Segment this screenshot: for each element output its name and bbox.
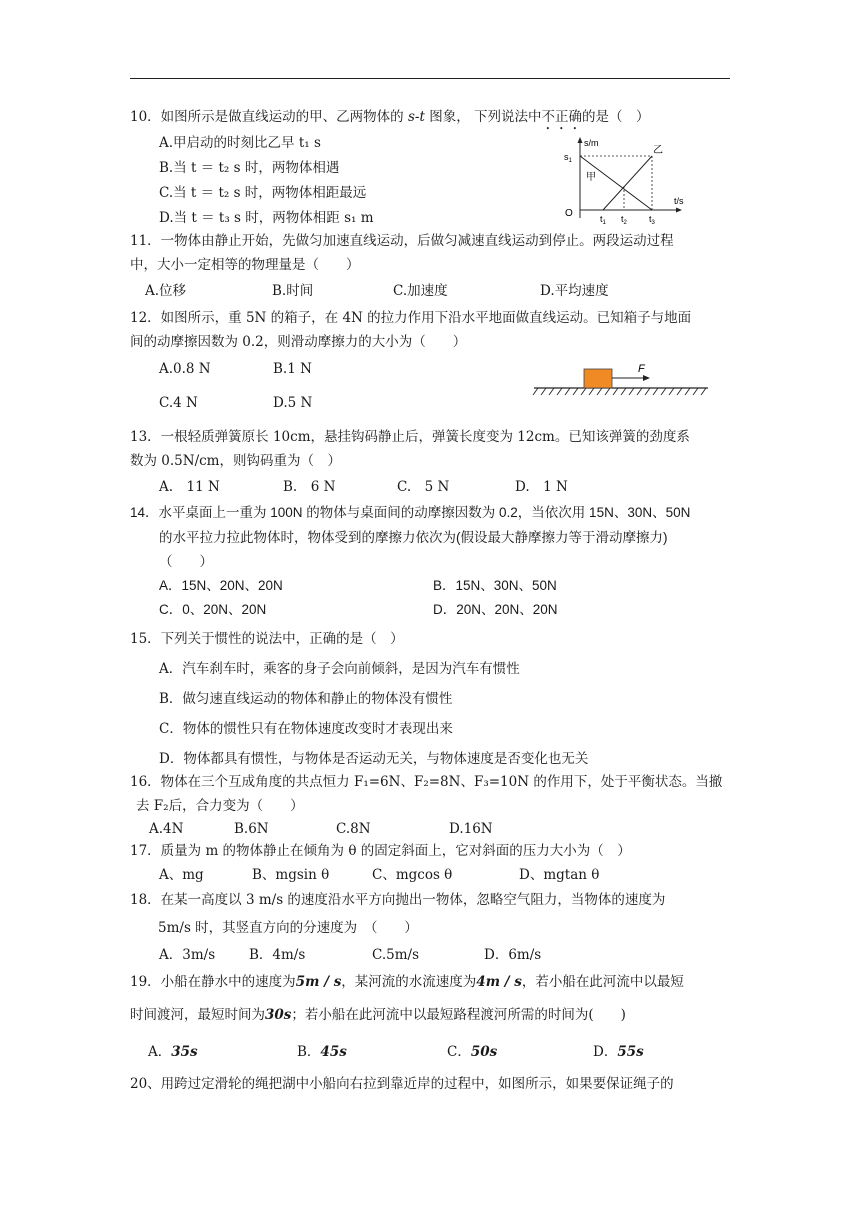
q11-option-c: C.加速度 xyxy=(393,283,448,299)
q10-stem-part: 图象， 下列说法中 xyxy=(424,109,542,125)
q18-option-a: A．3m/s xyxy=(159,947,216,963)
graph-x-arrow xyxy=(676,208,682,213)
q11-option-a: A.位移 xyxy=(145,283,187,299)
q13-option-b: B. 6 N xyxy=(283,479,336,495)
q19-text: 时间渡河，最短时间为 xyxy=(130,1007,265,1023)
q19-stem-line2 xyxy=(130,1006,626,1024)
q10-stem-emphasis: 不正确 xyxy=(541,109,582,125)
option-value: 50s xyxy=(470,1044,498,1060)
q10-option-c: C.当 t ＝ t₂ s 时，两物体相距最远 xyxy=(159,185,367,201)
q18-option-c: C.5m/s xyxy=(372,947,420,963)
q16-option-a: A.4N xyxy=(149,821,184,837)
q15-option-a: A．汽车刹车时，乘客的身子会向前倾斜，是因为汽车有惯性 xyxy=(159,661,520,677)
option-value: 45s xyxy=(320,1044,347,1060)
q19-text: ，某河流的水流速度为 xyxy=(341,974,477,990)
option-letter: B． xyxy=(297,1044,321,1060)
q10-stem-part: 的是（ ） xyxy=(582,109,650,125)
option-letter: D． xyxy=(593,1044,618,1060)
q19-text: ，若小船在此河流中以最短 xyxy=(521,974,684,990)
q19-option-a xyxy=(148,1043,198,1061)
q11-option-b: B.时间 xyxy=(272,283,314,299)
q12-option-a: A.0.8 N xyxy=(159,361,211,377)
q13-stem-line1: 13．一根轻质弹簧原长 10cm，悬挂钩码静止后，弹簧长度变为 12cm。已知该弹簧的劲度系 xyxy=(130,429,690,445)
q14-option-d: D．20N、20N、20N xyxy=(433,602,558,617)
line-yi xyxy=(603,156,652,210)
label-y-axis: s/m xyxy=(584,138,599,148)
q12-box-figure xyxy=(528,358,714,400)
q18-stem-line2: 5m/s 时，其竖直方向的分速度为 （ ） xyxy=(158,920,418,936)
q19-current-speed: 4m / s xyxy=(476,974,522,990)
q16-stem-line2: 去 F₂后，合力变为（ ） xyxy=(136,798,304,814)
ground-hatching xyxy=(533,388,706,395)
label-t3: $t_3$ xyxy=(649,214,655,226)
q19-boat-speed: 5m / s xyxy=(295,974,342,990)
q16-stem-line1: 16．物体在三个互成角度的共点恒力 F₁=6N、F₂=8N、F₃=10N 的作用下，处于平衡状态。当撤 xyxy=(130,774,723,790)
q16-option-b: B.6N xyxy=(234,821,269,837)
force-label: F xyxy=(638,363,645,375)
q13-option-d: D. 1 N xyxy=(515,479,568,495)
q19-text: ；若小船在此河流中以最短路程渡河所需的时间为( ) xyxy=(291,1007,626,1023)
q18-option-b: B．4m/s xyxy=(249,947,306,963)
q15-option-c: C．物体的惯性只有在物体速度改变时才表现出来 xyxy=(159,721,453,737)
q10-st-graph xyxy=(560,134,695,226)
label-origin: O xyxy=(565,208,573,219)
q11-stem-line1: 11．一物体由静止开始，先做匀加速直线运动，后做匀减速直线运动到停止。两段运动过程 xyxy=(130,233,674,249)
q17-option-d: D、mgtan θ xyxy=(519,867,600,883)
q17-option-c: C、mgcos θ xyxy=(372,867,453,883)
q19-option-b xyxy=(297,1043,347,1061)
q13-option-a: A. 11 N xyxy=(159,479,220,495)
graph-y-arrow xyxy=(578,137,583,143)
label-s1: $s_1$ xyxy=(564,152,572,164)
option-value: 55s xyxy=(617,1044,644,1060)
q14-stem-line1: 14．水平桌面上一重为 100N 的物体与桌面间的动摩擦因数为 0.2，当依次用 15N、30N、50N xyxy=(130,505,691,520)
label-yi: 乙 xyxy=(653,145,663,156)
line-jia xyxy=(580,156,652,210)
q19-min-time: 30s xyxy=(265,1007,292,1023)
q14-option-b: B．15N、30N、50N xyxy=(433,578,557,593)
q19-text: 19．小船在静水中的速度为 xyxy=(130,974,296,990)
option-value: 35s xyxy=(171,1044,198,1060)
option-letter: C． xyxy=(447,1044,471,1060)
q17-stem: 17．质量为 m 的物体静止在倾角为 θ 的固定斜面上，它对斜面的压力大小为（ ） xyxy=(130,843,631,859)
q16-option-d: D.16N xyxy=(449,821,493,837)
q14-stem-line3: （ ） xyxy=(159,554,213,569)
q12-option-d: D.5 N xyxy=(273,395,313,411)
q12-option-b: B.1 N xyxy=(273,361,312,377)
label-jia: 甲 xyxy=(586,172,596,183)
label-x-axis: t/s xyxy=(674,196,684,206)
q17-option-b: B、mgsin θ xyxy=(252,867,330,883)
q10-stem-part: 10．如图所示是做直线运动的甲、乙两物体的 xyxy=(130,109,408,125)
q10-option-b: B.当 t ＝ t₂ s 时，两物体相遇 xyxy=(159,160,340,176)
q11-option-d: D.平均速度 xyxy=(540,283,609,299)
header-rule xyxy=(130,78,730,79)
q10-option-a: A.甲启动的时刻比乙早 t₁ s xyxy=(159,135,321,151)
box xyxy=(584,369,612,388)
q18-option-d: D．6m/s xyxy=(484,947,542,963)
q14-option-c: C．0、20N、20N xyxy=(159,602,267,617)
q14-stem-line2: 的水平拉力拉此物体时，物体受到的摩擦力依次为(假设最大静摩擦力等于滑动摩擦力) xyxy=(159,530,668,545)
label-t2: $t_2$ xyxy=(621,214,627,226)
q12-stem-line1: 12．如图所示，重 5N 的箱子，在 4N 的拉力作用下沿水平地面做直线运动。已知箱子与地面 xyxy=(130,310,692,326)
force-arrowhead xyxy=(643,375,650,381)
q19-stem-line1 xyxy=(130,973,684,991)
q12-stem-line2: 间的动摩擦因数为 0.2，则滑动摩擦力的大小为（ ） xyxy=(130,334,467,350)
q11-stem-line2: 中，大小一定相等的物理量是（ ） xyxy=(130,257,360,273)
q13-stem-line2: 数为 0.5N/cm，则钩码重为（ ） xyxy=(130,453,341,469)
q16-option-c: C.8N xyxy=(336,821,371,837)
q15-option-b: B．做匀速直线运动的物体和静止的物体没有惯性 xyxy=(159,691,453,707)
q10-stem xyxy=(130,108,650,133)
q14-option-a: A．15N、20N、20N xyxy=(159,578,283,593)
q17-option-a: A、mg xyxy=(159,867,204,883)
q19-option-c xyxy=(447,1043,497,1061)
q13-option-c: C. 5 N xyxy=(397,479,450,495)
option-letter: A． xyxy=(148,1044,172,1060)
q12-option-c: C.4 N xyxy=(159,395,198,411)
q15-stem: 15．下列关于惯性的说法中，正确的是（ ） xyxy=(130,631,404,647)
q19-option-d xyxy=(593,1043,644,1061)
q10-stem-st: s-t xyxy=(407,109,425,125)
label-t1: $t_1$ xyxy=(600,214,606,226)
q10-option-d: D.当 t ＝ t₃ s 时，两物体相距 s₁ m xyxy=(159,210,374,226)
q20-stem-line1: 20、用跨过定滑轮的绳把湖中小船向右拉到靠近岸的过程中，如图所示，如果要保证绳子的 xyxy=(130,1076,674,1092)
q15-option-d: D．物体都具有惯性，与物体是否运动无关，与物体速度是否变化也无关 xyxy=(159,751,589,767)
q18-stem-line1: 18．在某一高度以 3 m/s 的速度沿水平方向抛出一物体，忽略空气阻力，当物体的速度为 xyxy=(130,892,666,908)
